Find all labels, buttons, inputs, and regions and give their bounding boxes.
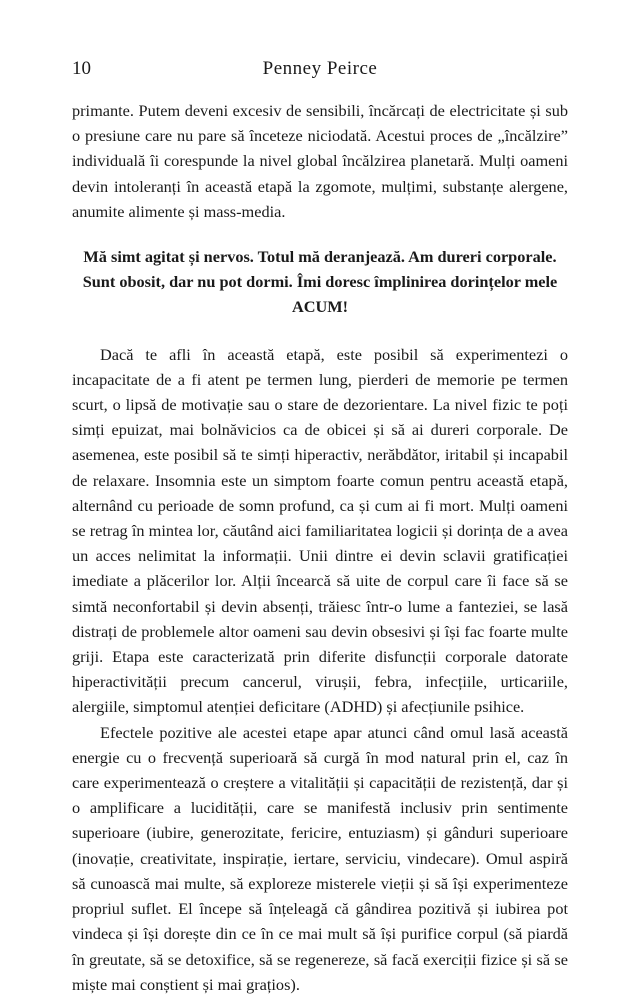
running-header xyxy=(72,54,568,84)
page-number: 10 xyxy=(72,58,91,79)
paragraph-continued: primante. Putem deveni excesiv de sensibili, încărcați de electricitate și sub o presiune care nu pare să înceteze niciodată. Acestui proces de „încălzire” individuală îi corespunde la nivel global încălzirea planetară. Mulți oameni devin intoleranți în această etapă la zgomote, mulțimi, substanțe alergene, anumite alimente și mass-media. xyxy=(72,101,568,221)
book-page xyxy=(72,54,568,997)
body-text xyxy=(72,98,568,997)
paragraph-positive-effects: Efectele pozitive ale acestei etape apar atunci când omul lasă această energie cu o frecvență superioară să curgă în mod natural prin el, caz în care experimentează o creștere a vitalității și capacității de rezistență, dar și o amplificare a lucidității, care se manifestă inclusiv prin sentimente superioare (iubire, generozitate, fericire, entuziasm) și gânduri superioare (inovație, creativitate, inspirație, iertare, serviciu, vindecare). Omul aspiră să cunoască mai multe, să exploreze misterele vieții și să își experimenteze propriul suflet. El începe să înțeleagă că gândirea pozitivă și iubirea pot vindeca și își dorește din ce în ce mai mult să își purifice corpul (să piardă în greutate, să se detoxifice, să se regenereze, să facă exerciții fizice și să se miște mai conștient și mai grațios). xyxy=(72,722,568,994)
running-head-author: Penney Peirce xyxy=(262,58,378,79)
bold-quote: Mă simt agitat și nervos. Totul mă deranjează. Am dureri corporale. Sunt obosit, dar nu pot dormi. Îmi doresc împlinirea dorințelor mele ACUM! xyxy=(82,247,558,317)
paragraph-symptoms: Dacă te afli în această etapă, este posibil să experimentezi o incapacitate de a fi atent pe termen lung, pierderi de memorie pe termen scurt, o lipsă de motivație sau o stare de dezorientare. La nivel fizic te poți simți epuizat, mai bolnăvicios ca de obicei și să ai dureri corporale. De asemenea, este posibil să te simți hiperactiv, nerăbdător, iritabil și incapabil de relaxare. Insomnia este un simptom foarte comun pentru această etapă, alternând cu perioade de somn profund, ca și cum ai fi mort. Mulți oameni se retrag în mintea lor, căutând aici familiaritatea logicii și dorința de a avea un acces nelimitat la informații. Unii dintre ei devin sclavii gratificației imediate a plăcerilor lor. Alții încearcă să uite de corpul care îi face să se simtă neconfortabil și devin absenți, trăiesc într-o lume a fanteziei, se lasă distrați de problemele altor oameni sau devin obsesivi și își fac foarte multe griji. Etapa este caracterizată prin diferite disfuncții corporale datorate hiperactivității precum cancerul, virușii, febra, infecțiile, urticariile, alergiile, simptomul atenției deficitare (ADHD) și afecțiunile psihice. xyxy=(72,344,568,717)
